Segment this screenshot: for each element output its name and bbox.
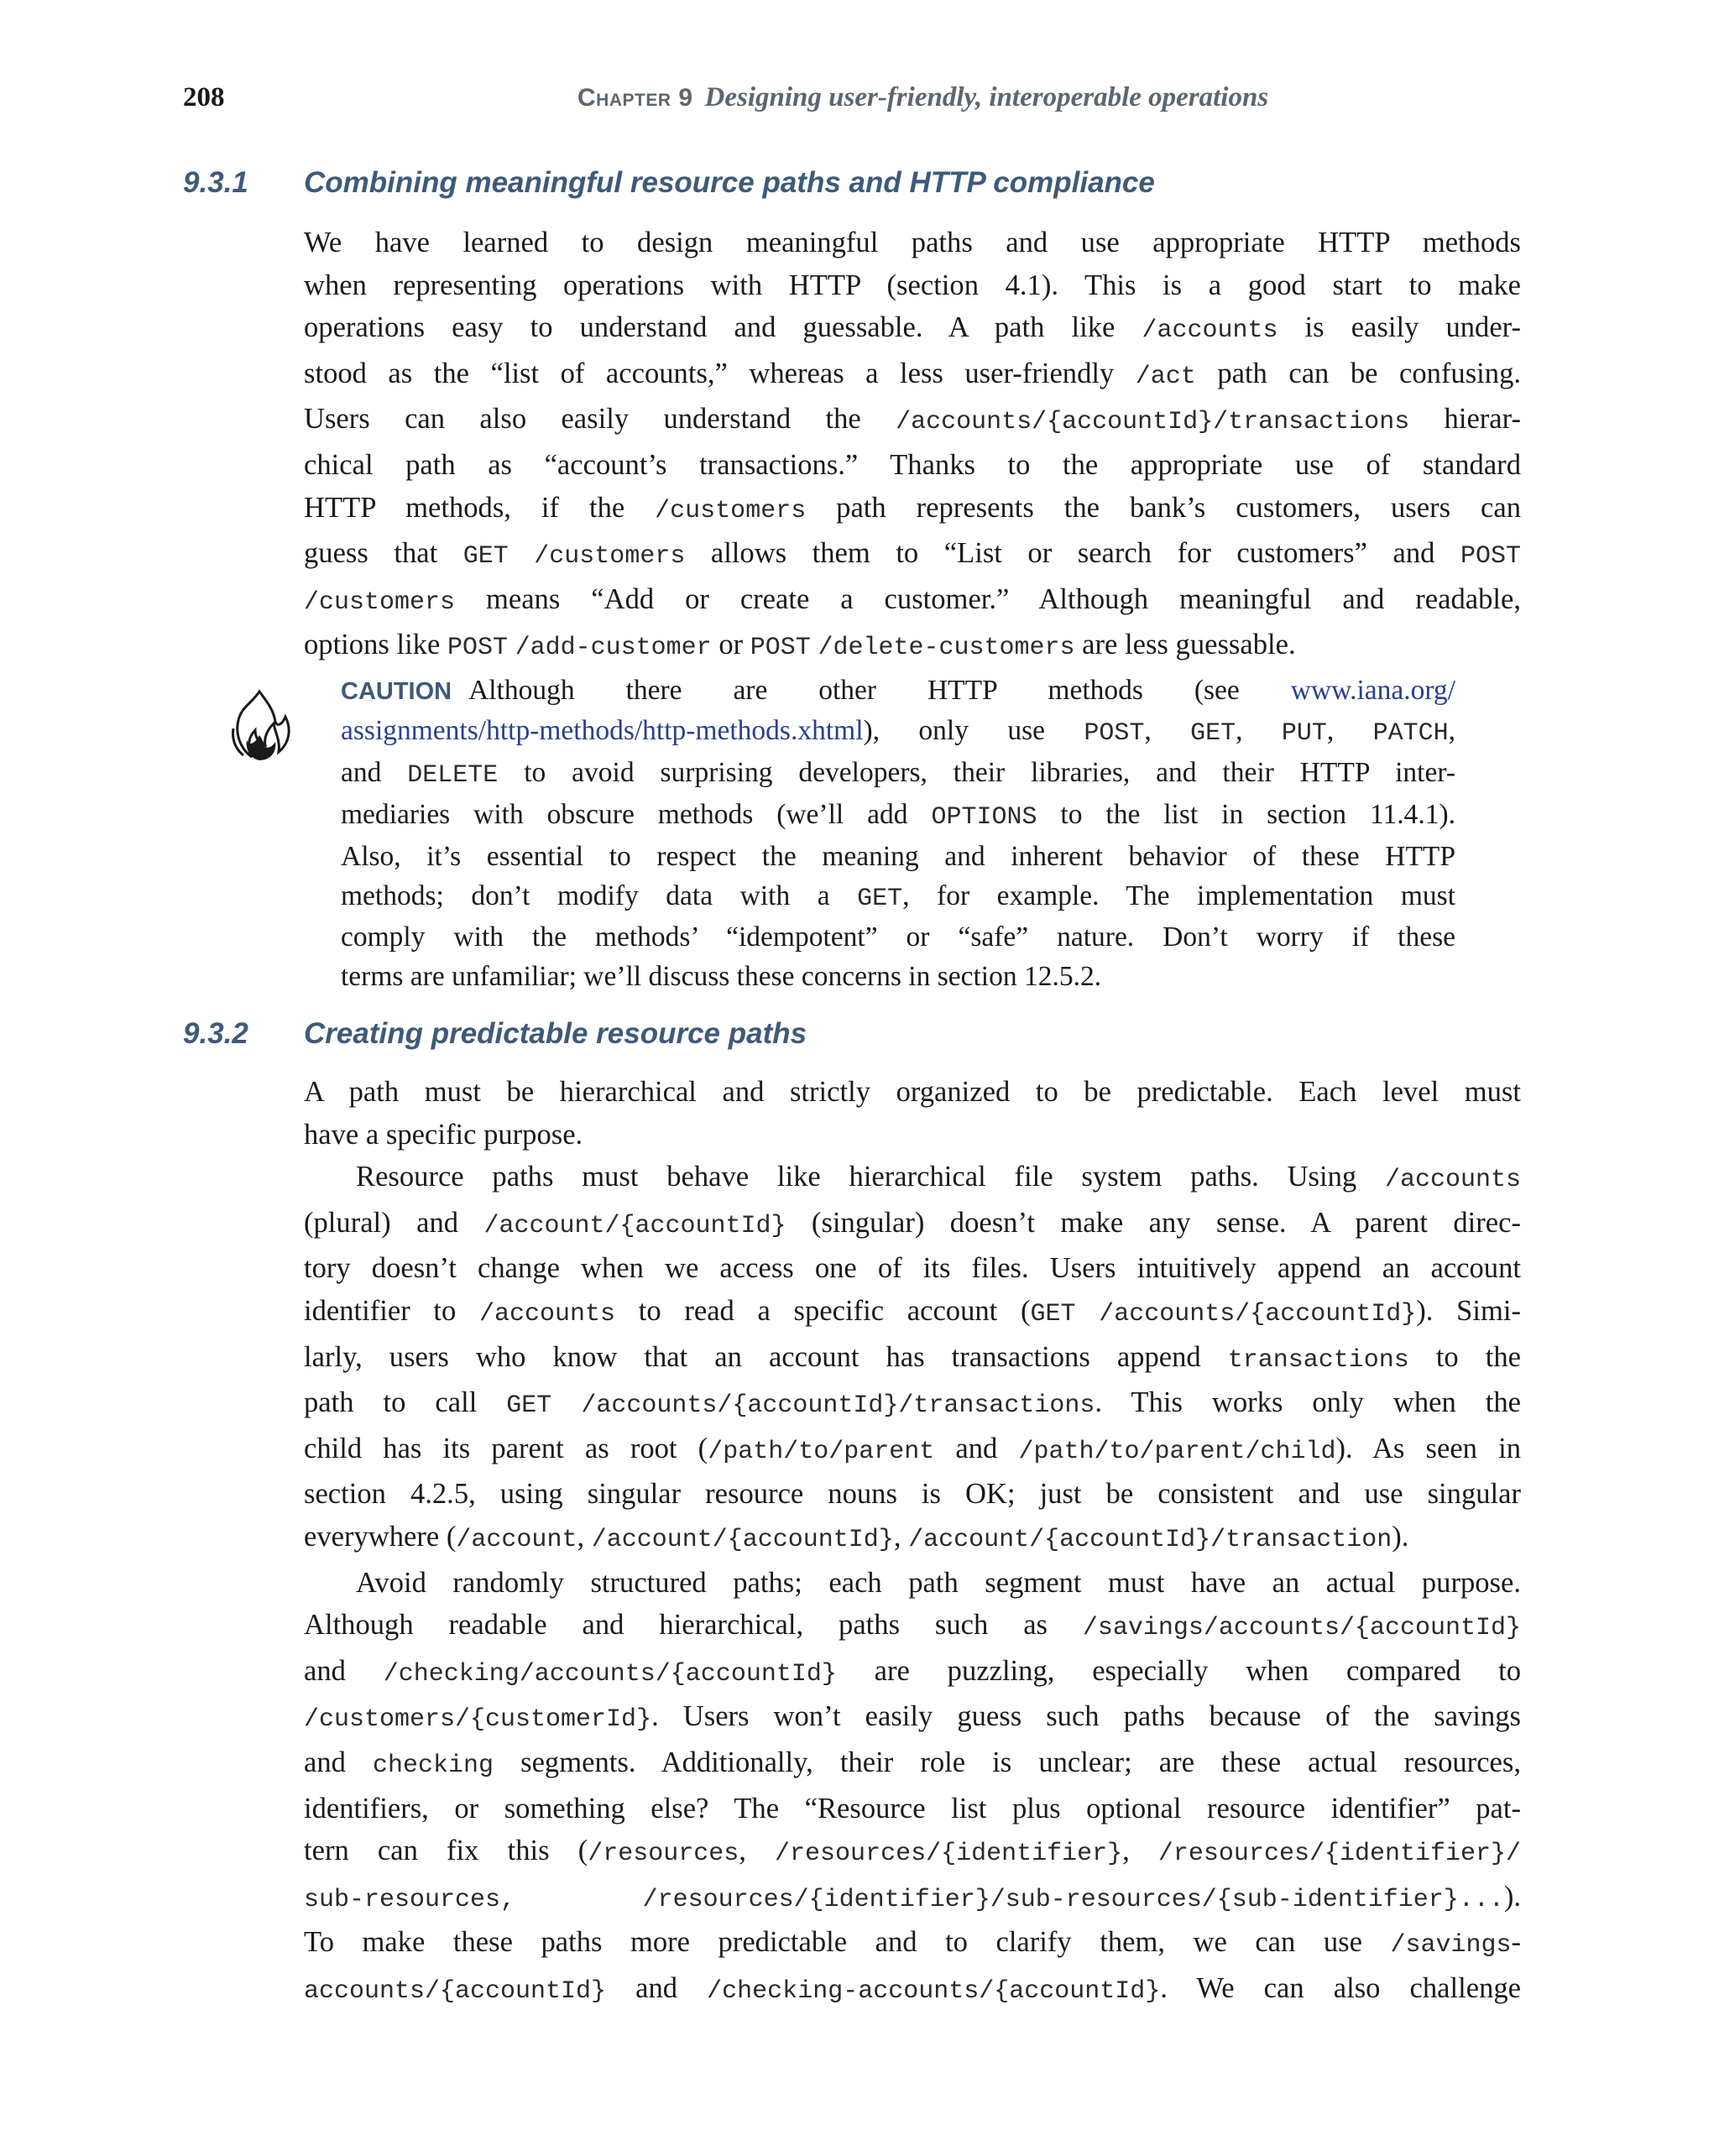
text-line: section 4.2.5, using singular resource nouns is OK; just be consistent and use singular (304, 1478, 1521, 1511)
paragraph (304, 1071, 1521, 1156)
text-line: and /checking/accounts/{accountId} are puzzling, especially when compared to (304, 1654, 1521, 1689)
text-line: Resource paths must behave like hierarchical file system paths. Using /accounts (356, 1161, 1521, 1195)
section-number: 9.3.2 (183, 1017, 248, 1050)
text-line: A path must be hierarchical and strictly organized to be predictable. Each level must (304, 1076, 1521, 1108)
text-line: We have learned to design meaningful paths and use appropriate HTTP methods (304, 227, 1521, 258)
text-line: /customers means “Add or create a customer.” Although meaningful and readable, (304, 582, 1521, 617)
text-line: (plural) and /account/{accountId} (singular) doesn’t make any sense. A parent direc- (304, 1206, 1521, 1240)
running-header (183, 82, 1291, 119)
text-line: Users can also easily understand the /accounts/{accountId}/transactions hierar- (304, 403, 1521, 437)
text-line: Avoid randomly structured paths; each path segment must have an actual purpose. (356, 1566, 1521, 1599)
paragraph (304, 1562, 1521, 2013)
text-line: and checking segments. Additionally, their role is unclear; are these actual resources, (304, 1746, 1521, 1780)
text-line: /customers/{customerId}. Users won’t easily guess such paths because of the savings (304, 1700, 1521, 1735)
text-line: operations easy to understand and guessable. A path like /accounts is easily under- (304, 311, 1522, 346)
text-line: identifiers, or something else? The “Resource list plus optional resource identifier” pat- (304, 1792, 1521, 1825)
paragraph (304, 222, 1521, 670)
caution-line-0: Although there are other HTTP methods (see www.iana.org/ (468, 675, 1455, 706)
text-line: tern can fix this (/resources, /resources/{identifier}, /resources/{identifier}/ (304, 1835, 1521, 1869)
chapter-title: Designing user-friendly, interoperable operations (704, 82, 1269, 112)
caution-label: CAUTION (341, 678, 452, 705)
text-line: assignments/http-methods/http-methods.xhtml), only use POST, GET, PUT, PATCH, (341, 714, 1456, 748)
text-line: mediaries with obscure methods (we’ll add OPTIONS to the list in section 11.4.1). (341, 798, 1455, 832)
text-line: Also, it’s essential to respect the meaning and inherent behavior of these HTTP (341, 840, 1455, 872)
text-line (341, 671, 1455, 712)
text-line: path to call GET /accounts/{accountId}/transactions. This works only when the (304, 1386, 1521, 1421)
section-9-3-2-body (304, 1071, 1521, 2012)
text-line: and DELETE to avoid surprising developers, their libraries, and their HTTP inter- (341, 756, 1455, 790)
text-line: have a specific purpose. (304, 1118, 583, 1151)
text-line: chical path as “account’s transactions.” Thanks to the appropriate use of standard (304, 448, 1521, 481)
text-line: terms are unfamiliar; we’ll discuss these concerns in section 12.5.2. (341, 961, 1102, 993)
section-title: Creating predictable resource paths (304, 1017, 807, 1050)
fire-icon (227, 688, 292, 764)
text-line: comply with the methods’ “idempotent” or “safe” nature. Don’t worry if these (341, 921, 1455, 953)
text-line: HTTP methods, if the /customers path represents the bank’s customers, users can (304, 491, 1521, 525)
section-title: Combining meaningful resource paths and HTTP compliance (304, 166, 1155, 199)
text-line: stood as the “list of accounts,” whereas a less user-friendly /act path can be confusing. (304, 357, 1521, 391)
section-heading-9-3-2 (183, 1017, 807, 1051)
caution-text (341, 671, 1455, 997)
text-line: methods; don’t modify data with a GET, for example. The implementation must (341, 880, 1455, 913)
running-head (577, 82, 1268, 113)
text-line: child has its parent as root (/path/to/parent and /path/to/parent/child). As seen in (304, 1432, 1522, 1466)
text-line: options like POST /add-customer or POST /delete-customers are less guessable. (304, 629, 1296, 663)
text-line: larly, users who know that an account has transactions append transactions to the (304, 1340, 1522, 1375)
paragraph (304, 1156, 1521, 1561)
section-number: 9.3.1 (183, 166, 248, 199)
text-line: guess that GET /customers allows them to “List or search for customers” and POST (304, 537, 1521, 572)
text-line: when representing operations with HTTP (section 4.1). This is a good start to make (304, 269, 1521, 301)
caution-note (227, 671, 1456, 993)
text-line: tory doesn’t change when we access one of its files. Users intuitively append an account (304, 1252, 1521, 1285)
page-number: 208 (183, 82, 225, 112)
chapter-label: Chapter 9 (577, 84, 693, 112)
section-heading-9-3-1 (183, 166, 1155, 200)
text-line: Although readable and hierarchical, paths such as /savings/accounts/{accountId} (304, 1609, 1521, 1643)
text-line: To make these paths more predictable and to clarify them, we can use /savings- (304, 1926, 1521, 1960)
section-9-3-1-body (304, 222, 1521, 670)
text-line: accounts/{accountId} and /checking-accounts/{accountId}. We can also challenge (304, 1971, 1522, 2006)
text-line: sub-resources, /resources/{identifier}/sub-resources/{sub-identifier}...). (304, 1880, 1521, 1914)
text-line: identifier to /accounts to read a specific account (GET /accounts/{accountId}). Simi- (304, 1294, 1521, 1329)
text-line: everywhere (/account, /account/{accountId}, /account/{accountId}/transaction). (304, 1520, 1409, 1554)
